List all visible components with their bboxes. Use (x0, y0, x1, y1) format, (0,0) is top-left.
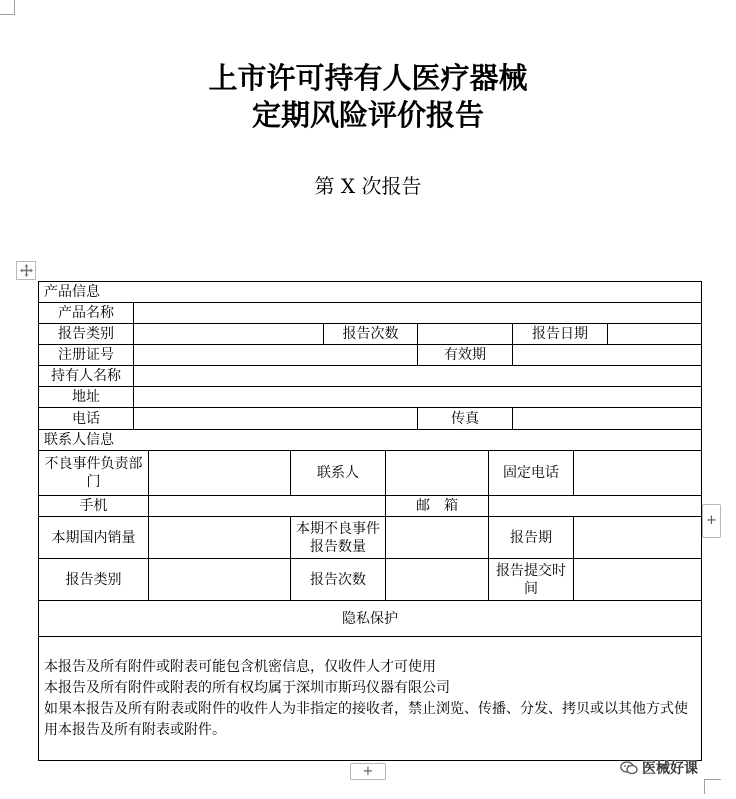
field-report-period[interactable] (573, 516, 702, 559)
notice-line-2: 本报告及所有附件或附表的所有权均属于深圳市斯玛仪器有限公司 (44, 680, 450, 696)
notice-line-1: 本报告及所有附件或附表可能包含机密信息，仅收件人才可使用 (44, 659, 436, 675)
label-mobile: 手机 (38, 495, 149, 517)
field-fax[interactable] (512, 407, 702, 430)
label-adverse-dept: 不良事件负责部门 (38, 450, 149, 496)
wechat-icon (620, 761, 638, 775)
add-column-button[interactable]: + (702, 504, 721, 538)
label-report-count: 报告次数 (323, 323, 418, 345)
field-report-count-2[interactable] (385, 558, 489, 601)
label-contact-person: 联系人 (290, 450, 386, 496)
label-product-name: 产品名称 (38, 302, 134, 324)
field-holder-name[interactable] (133, 365, 702, 387)
label-holder-name: 持有人名称 (38, 365, 134, 387)
field-report-count[interactable] (417, 323, 513, 345)
page-corner-mark-bottom (704, 779, 721, 794)
page-corner-mark (0, 0, 15, 15)
field-phone[interactable] (133, 407, 418, 430)
document-subtitle: 第 X 次报告 (314, 174, 422, 198)
watermark (620, 758, 698, 778)
field-product-name[interactable] (133, 302, 702, 324)
field-email[interactable] (488, 495, 702, 517)
label-phone: 电话 (38, 407, 134, 430)
move-icon (20, 264, 33, 277)
section-contact-info: 联系人信息 (38, 429, 702, 451)
field-registration-no[interactable] (133, 344, 418, 366)
field-report-type[interactable] (133, 323, 324, 345)
field-submit-time[interactable] (573, 558, 702, 601)
label-validity: 有效期 (417, 344, 513, 366)
field-report-type-2[interactable] (148, 558, 291, 601)
field-validity[interactable] (512, 344, 702, 366)
section-privacy: 隐私保护 (38, 600, 702, 637)
label-report-period: 报告期 (488, 516, 574, 559)
label-adverse-count: 本期不良事件报告数量 (290, 516, 386, 559)
label-report-count-2: 报告次数 (290, 558, 386, 601)
add-row-button[interactable]: + (350, 763, 386, 780)
field-mobile[interactable] (148, 495, 386, 517)
field-adverse-count[interactable] (385, 516, 489, 559)
field-report-date[interactable] (607, 323, 702, 345)
watermark-text: 医械好课 (642, 761, 698, 777)
label-report-type-2: 报告类别 (38, 558, 149, 601)
document-title-line2: 定期风险评价报告 (251, 98, 484, 132)
label-fixed-phone: 固定电话 (488, 450, 574, 496)
label-address: 地址 (38, 386, 134, 408)
label-report-type: 报告类别 (38, 323, 134, 345)
label-registration-no: 注册证号 (38, 344, 134, 366)
field-fixed-phone[interactable] (573, 450, 702, 496)
field-address[interactable] (133, 386, 702, 408)
field-contact-person[interactable] (385, 450, 489, 496)
label-email: 邮 箱 (385, 495, 489, 517)
section-product-info: 产品信息 (38, 281, 702, 303)
field-adverse-dept[interactable] (148, 450, 291, 496)
table-move-handle[interactable] (16, 261, 36, 280)
notice-line-3: 如果本报告及所有附表或附件的收件人为非指定的接收者，禁止浏览、传播、分发、拷贝或以其他方式使用本报告及所有附表或附件。 (44, 701, 688, 738)
label-submit-time: 报告提交时间 (488, 558, 574, 601)
label-domestic-sales: 本期国内销量 (38, 516, 149, 559)
field-domestic-sales[interactable] (148, 516, 291, 559)
privacy-notice (38, 636, 702, 761)
label-report-date: 报告日期 (512, 323, 608, 345)
label-fax: 传真 (417, 407, 513, 430)
document-title-line1: 上市许可持有人医疗器械 (208, 61, 528, 95)
